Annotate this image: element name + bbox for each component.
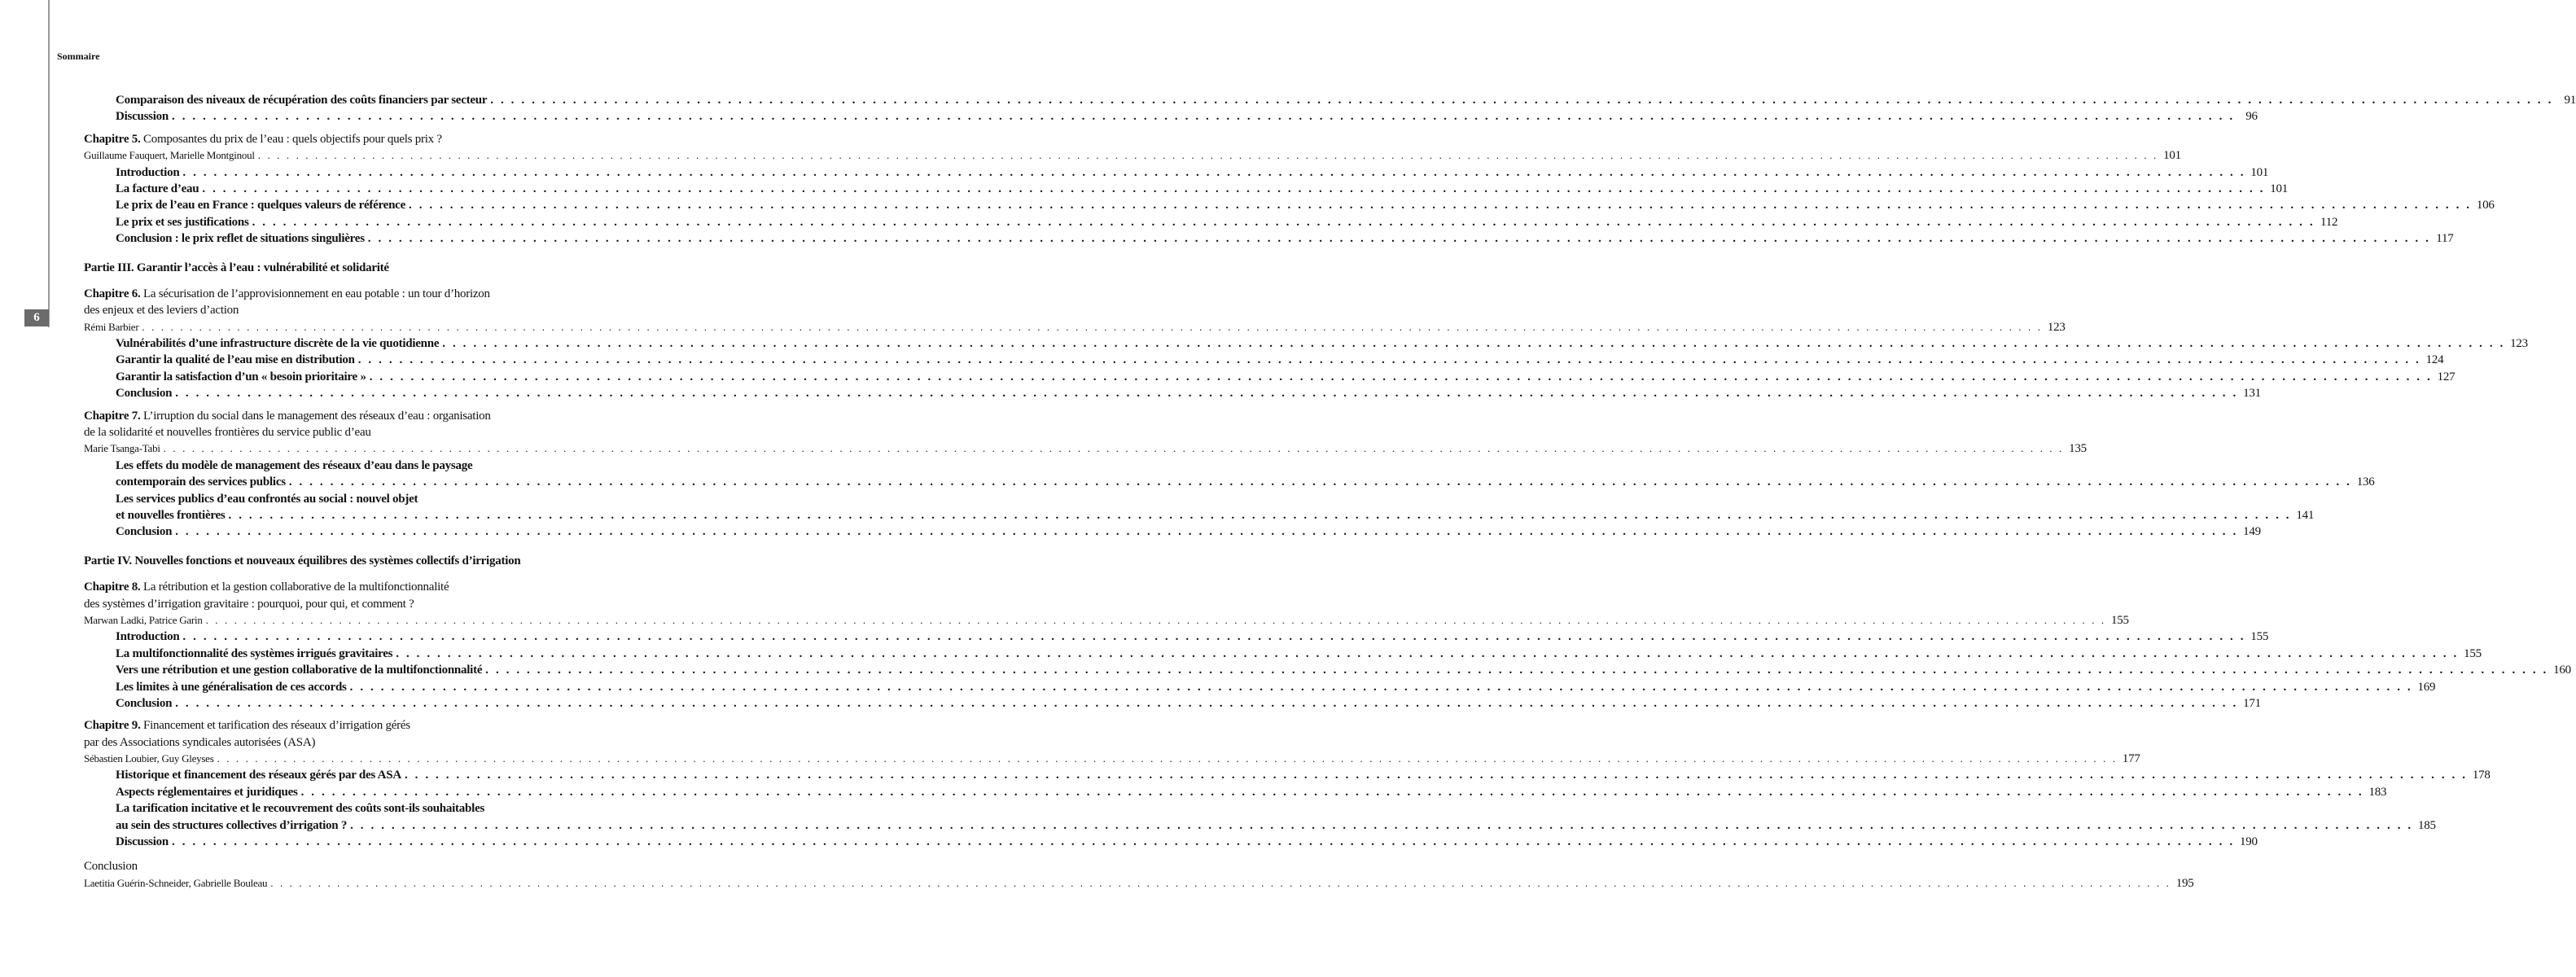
entry-text: Conclusion xyxy=(116,696,173,710)
toc-chapter-title xyxy=(84,408,584,424)
page-number: 195 xyxy=(2175,876,2194,890)
toc-section-entry xyxy=(84,491,584,507)
dot-leader: . . . . . . . . . . . . . . . . . . . . . . . . . . . . . . . . . . . . . . . . . . . . . . . . . . . . . . . . . . . . . . . . . . . . . . . . . . . . . . . . . . . . . . . . . . . . . . . . . . . . . . . . . . . . . . . . . . . . . . . . . . . . . . . . . . . . . . . . . . . . . . . . . . . . . . . . . . . . . . . . . . . . . . . . . . . . . . . . . . . . . . . . . . . . . . . . . . . . . . . . xyxy=(175,387,2238,401)
toc-section-entry[interactable] xyxy=(84,335,2528,352)
toc-section-entry[interactable] xyxy=(84,695,2261,712)
page-number: 123 xyxy=(2510,337,2528,351)
entry-text: Comparaison des niveaux de récupération des coûts financiers par secteur xyxy=(116,94,488,107)
toc-section-entry[interactable] xyxy=(84,181,2289,197)
page-number: 185 xyxy=(2418,818,2436,832)
entry-text: et nouvelles frontières xyxy=(116,508,226,522)
chapter-label: Chapitre 9. xyxy=(84,719,141,733)
page-number: 177 xyxy=(2122,752,2140,766)
entry-text: Discussion xyxy=(116,110,169,124)
entry-text: contemporain des services publics xyxy=(116,475,286,489)
margin-rule xyxy=(48,0,50,327)
entry-text: Garantir la qualité de l’eau mise en distribution xyxy=(116,353,355,367)
entry-text: Le prix et ses justifications xyxy=(116,215,249,229)
page-number: 160 xyxy=(2553,664,2571,677)
entry-text: Aspects réglementaires et juridiques xyxy=(116,785,298,799)
entry-text: au sein des structures collectives d’irrigation ? xyxy=(116,818,348,832)
toc-section-entry[interactable] xyxy=(84,662,2571,678)
entry-text: Partie IV. Nouvelles fonctions et nouveaux équilibres des systèmes collectifs d’irrigation xyxy=(84,554,521,567)
toc-chapter-title xyxy=(84,131,584,147)
page-number: 149 xyxy=(2243,525,2261,539)
dot-leader: . . . . . . . . . . . . . . . . . . . . . . . . . . . . . . . . . . . . . . . . . . . . . . . . . . . . . . . . . . . . . . . . . . . . . . . . . . . . . . . . . . . . . . . . . . . . . . . . . . . . . . . . . . . . . . . . . . . . . . . . . . . . . . . . . . . . . . . . . . . . . . . . . . . . . . . . . . . . . . . . . . . . . . . . . . . . . . . . . . . . . . . . . . . . . . . . . . . . . . . . xyxy=(182,630,2246,644)
toc-section-entry[interactable] xyxy=(84,108,2258,125)
toc-section-entry[interactable] xyxy=(84,646,2482,662)
toc-author-entry[interactable] xyxy=(84,440,2087,457)
page-number: 135 xyxy=(2069,442,2087,456)
entry-text: Discussion xyxy=(116,835,169,849)
toc-section-entry xyxy=(84,458,584,474)
entry-text: Conclusion : le prix reflet de situations singulières xyxy=(116,232,365,246)
entry-text: La sécurisation de l’approvisionnement en eau potable : un tour d’horizon xyxy=(142,287,490,300)
page-number: 106 xyxy=(2476,199,2495,212)
entry-text: des enjeux et des leviers d’action xyxy=(84,304,239,318)
toc-part-title xyxy=(84,553,584,569)
toc-section-entry xyxy=(84,800,584,817)
page-number: 155 xyxy=(2464,646,2482,660)
toc-section-entry[interactable] xyxy=(84,369,2456,385)
toc-chapter-title xyxy=(84,717,584,734)
toc-section-entry[interactable] xyxy=(84,385,2261,401)
dot-leader: . . . . . . . . . . . . . . . . . . . . . . . . . . . . . . . . . . . . . . . . . . . . . . . . . . . . . . . . . . . . . . . . . . . . . . . . . . . . . . . . . . . . . . . . . . . . . . . . . . . . . . . . . . . . . . . . . . . . . . . . . . . . . . . . . . . . . . . . . . . . . . . . . . . . . . . . . . . . . . . . . . . . . . . . . . . . . . . . . . . . . . . . . . . . . . . . . . . . . . . . xyxy=(175,525,2238,539)
dot-leader: . . . . . . . . . . . . . . . . . . . . . . . . . . . . . . . . . . . . . . . . . . . . . . . . . . . . . . . . . . . . . . . . . . . . . . . . . . . . . . . . . . . . . . . . . . . . . . . . . . . . . . . . . . . . . . . . . . . . . . . . . . . . . . . . . . . . . . . . . . . . . . . . . . . . . . . . . . . . . . . . . . . . . . . . . . . . . . . . . . . . . . . . . . . . . . . . . . . . . . . . xyxy=(396,646,2459,660)
dot-leader: . . . . . . . . . . . . . . . . . . . . . . . . . . . . . . . . . . . . . . . . . . . . . . . . . . . . . . . . . . . . . . . . . . . . . . . . . . . . . . . . . . . . . . . . . . . . . . . . . . . . . . . . . . . . . . . . . . . . . . . . . . . . . . . . . . . . . . . . . . . . . . . . . . . . . . . . . . . . . . . . . . . . . . . . . . . . . . . . . . . . . . . . . . . . . . . . . . . . . . . . xyxy=(270,876,2171,889)
toc-chapter-title xyxy=(84,302,584,318)
dot-leader: . . . . . . . . . . . . . . . . . . . . . . . . . . . . . . . . . . . . . . . . . . . . . . . . . . . . . . . . . . . . . . . . . . . . . . . . . . . . . . . . . . . . . . . . . . . . . . . . . . . . . . . . . . . . . . . . . . . . . . . . . . . . . . . . . . . . . . . . . . . . . . . . . . . . . . . . . . . . . . . . . . . . . . . . . . . . . . . . . . . . . . . . . . . . . . . . . . . . . . . . xyxy=(172,110,2235,124)
dot-leader: . . . . . . . . . . . . . . . . . . . . . . . . . . . . . . . . . . . . . . . . . . . . . . . . . . . . . . . . . . . . . . . . . . . . . . . . . . . . . . . . . . . . . . . . . . . . . . . . . . . . . . . . . . . . . . . . . . . . . . . . . . . . . . . . . . . . . . . . . . . . . . . . . . . . . . . . . . . . . . . . . . . . . . . . . . . . . . . . . . . . . . . . . . . . . . . . . . . . . . . . xyxy=(175,696,2238,710)
page-number: 136 xyxy=(2356,475,2375,489)
toc-section-entry[interactable] xyxy=(84,784,2387,800)
chapter-label: Chapitre 7. xyxy=(84,409,141,423)
dot-leader: . . . . . . . . . . . . . . . . . . . . . . . . . . . . . . . . . . . . . . . . . . . . . . . . . . . . . . . . . . . . . . . . . . . . . . . . . . . . . . . . . . . . . . . . . . . . . . . . . . . . . . . . . . . . . . . . . . . . . . . . . . . . . . . . . . . . . . . . . . . . . . . . . . . . . . . . . . . . . . . . . . . . . . . . . . . . . . . . . . . . . . . . . . . . . . . . . . . . . . . . xyxy=(404,769,2468,782)
toc-section-entry[interactable] xyxy=(84,164,2269,181)
entry-text: L’irruption du social dans le management des réseaux d’eau : organisation xyxy=(142,409,491,423)
page-number: 117 xyxy=(2436,232,2454,246)
toc-author-entry[interactable] xyxy=(84,751,2140,767)
page-number: 190 xyxy=(2239,835,2258,849)
dot-leader: . . . . . . . . . . . . . . . . . . . . . . . . . . . . . . . . . . . . . . . . . . . . . . . . . . . . . . . . . . . . . . . . . . . . . . . . . . . . . . . . . . . . . . . . . . . . . . . . . . . . . . . . . . . . . . . . . . . . . . . . . . . . . . . . . . . . . . . . . . . . . . . . . . . . . . . . . . . . . . . . . . . . . . . . . . . . . . . . . . . . . . . . . . . . . . . . . . . . . . . . xyxy=(172,835,2235,849)
dot-leader: . . . . . . . . . . . . . . . . . . . . . . . . . . . . . . . . . . . . . . . . . . . . . . . . . . . . . . . . . . . . . . . . . . . . . . . . . . . . . . . . . . . . . . . . . . . . . . . . . . . . . . . . . . . . . . . . . . . . . . . . . . . . . . . . . . . . . . . . . . . . . . . . . . . . . . . . . . . . . . . . . . . . . . . . . . . . . . . . . . . . . . . . . . . . . . . . . . . . . . . . xyxy=(409,199,2472,212)
toc-author-entry[interactable] xyxy=(84,319,2066,335)
dot-leader: . . . . . . . . . . . . . . . . . . . . . . . . . . . . . . . . . . . . . . . . . . . . . . . . . . . . . . . . . . . . . . . . . . . . . . . . . . . . . . . . . . . . . . . . . . . . . . . . . . . . . . . . . . . . . . . . . . . . . . . . . . . . . . . . . . . . . . . . . . . . . . . . . . . . . . . . . . . . . . . . . . . . . . . . . . . . . . . . . . . . . . . . . . . . . . . . . . . . . . . . xyxy=(288,475,2352,489)
page-number: 124 xyxy=(2425,353,2444,367)
entry-text: Les effets du modèle de management des réseaux d’eau dans le paysage xyxy=(116,458,473,472)
entry-text: Marie Tsanga-Tabi xyxy=(84,442,160,455)
entry-text: Financement et tarification des réseaux d’irrigation gérés xyxy=(142,719,410,733)
page-number: 101 xyxy=(2250,165,2269,179)
toc-section-entry[interactable] xyxy=(84,767,2491,783)
page-number: 178 xyxy=(2472,769,2491,782)
toc-section-entry[interactable] xyxy=(84,817,2436,834)
page-number: 112 xyxy=(2320,215,2338,229)
dot-leader: . . . . . . . . . . . . . . . . . . . . . . . . . . . . . . . . . . . . . . . . . . . . . . . . . . . . . . . . . . . . . . . . . . . . . . . . . . . . . . . . . . . . . . . . . . . . . . . . . . . . . . . . . . . . . . . . . . . . . . . . . . . . . . . . . . . . . . . . . . . . . . . . . . . . . . . . . . . . . . . . . . . . . . . . . . . . . . . . . . . . . . . . . . . . . . . . . . . . . . . . xyxy=(182,165,2246,179)
page-number: 141 xyxy=(2296,508,2315,522)
entry-text: Conclusion xyxy=(116,387,173,401)
entry-text: La multifonctionnalité des systèmes irrigués gravitaires xyxy=(116,646,393,660)
page-number-tab: 6 xyxy=(24,309,49,326)
dot-leader: . . . . . . . . . . . . . . . . . . . . . . . . . . . . . . . . . . . . . . . . . . . . . . . . . . . . . . . . . . . . . . . . . . . . . . . . . . . . . . . . . . . . . . . . . . . . . . . . . . . . . . . . . . . . . . . . . . . . . . . . . . . . . . . . . . . . . . . . . . . . . . . . . . . . . . . . . . . . . . . . . . . . . . . . . . . . . . . . . . . . . . . . . . . . . . . . . . . . . . . . xyxy=(142,320,2043,333)
toc-section-entry[interactable] xyxy=(84,214,2338,230)
toc-chapter-title xyxy=(84,579,584,595)
entry-text: Les limites à une généralisation de ces accords xyxy=(116,680,347,694)
toc-section-entry[interactable] xyxy=(84,834,2258,850)
page-number: 183 xyxy=(2368,785,2387,799)
chapter-label: Chapitre 5. xyxy=(84,132,141,146)
entry-text: Vers une rétribution et une gestion collaborative de la multifonctionnalité xyxy=(116,664,483,677)
toc-section-entry[interactable] xyxy=(84,679,2436,695)
page-number: 155 xyxy=(2250,630,2269,644)
page-number: 101 xyxy=(2163,149,2181,163)
dot-leader: . . . . . . . . . . . . . . . . . . . . . . . . . . . . . . . . . . . . . . . . . . . . . . . . . . . . . . . . . . . . . . . . . . . . . . . . . . . . . . . . . . . . . . . . . . . . . . . . . . . . . . . . . . . . . . . . . . . . . . . . . . . . . . . . . . . . . . . . . . . . . . . . . . . . . . . . . . . . . . . . . . . . . . . . . . . . . . . . . . . . . . . . . . . . . . . . . . . . . . . . xyxy=(357,353,2421,367)
entry-text: Sébastien Loubier, Guy Gleyses xyxy=(84,752,214,765)
page-number: 127 xyxy=(2437,370,2456,383)
entry-text: Historique et financement des réseaux gérés par des ASA xyxy=(116,769,401,782)
page-number: 131 xyxy=(2243,387,2261,401)
entry-text: Le prix de l’eau en France : quelques valeurs de référence xyxy=(116,199,405,212)
entry-text: La facture d’eau xyxy=(116,182,199,195)
entry-text: Rémi Barbier xyxy=(84,320,139,333)
dot-leader: . . . . . . . . . . . . . . . . . . . . . . . . . . . . . . . . . . . . . . . . . . . . . . . . . . . . . . . . . . . . . . . . . . . . . . . . . . . . . . . . . . . . . . . . . . . . . . . . . . . . . . . . . . . . . . . . . . . . . . . . . . . . . . . . . . . . . . . . . . . . . . . . . . . . . . . . . . . . . . . . . . . . . . . . . . . . . . . . . . . . . . . . . . . . . . . . . . . . . . . . xyxy=(228,508,2292,522)
entry-text: Partie III. Garantir l’accès à l’eau : vulnérabilité et solidarité xyxy=(84,261,389,274)
dot-leader: . . . . . . . . . . . . . . . . . . . . . . . . . . . . . . . . . . . . . . . . . . . . . . . . . . . . . . . . . . . . . . . . . . . . . . . . . . . . . . . . . . . . . . . . . . . . . . . . . . . . . . . . . . . . . . . . . . . . . . . . . . . . . . . . . . . . . . . . . . . . . . . . . . . . . . . . . . . . . . . . . . . . . . . . . . . . . . . . . . . . . . . . . . . . . . . . . . . . . . . . xyxy=(202,182,2266,195)
page-number: 169 xyxy=(2417,680,2436,694)
running-head: Sommaire xyxy=(57,50,100,62)
dot-leader: . . . . . . . . . . . . . . . . . . . . . . . . . . . . . . . . . . . . . . . . . . . . . . . . . . . . . . . . . . . . . . . . . . . . . . . . . . . . . . . . . . . . . . . . . . . . . . . . . . . . . . . . . . . . . . . . . . . . . . . . . . . . . . . . . . . . . . . . . . . . . . . . . . . . . . . . . . . . . . . . . . . . . . . . . . . . . . . . . . . . . . . . . . . . . . . . . . . . . . . . xyxy=(485,664,2548,677)
entry-text: Conclusion xyxy=(84,860,138,874)
entry-text: Laetitia Guérin-Schneider, Gabrielle Bouleau xyxy=(84,876,268,889)
entry-text: de la solidarité et nouvelles frontières du service public d’eau xyxy=(84,426,371,440)
toc-conclusion-title xyxy=(84,858,584,874)
dot-leader: . . . . . . . . . . . . . . . . . . . . . . . . . . . . . . . . . . . . . . . . . . . . . . . . . . . . . . . . . . . . . . . . . . . . . . . . . . . . . . . . . . . . . . . . . . . . . . . . . . . . . . . . . . . . . . . . . . . . . . . . . . . . . . . . . . . . . . . . . . . . . . . . . . . . . . . . . . . . . . . . . . . . . . . . . . . . . . . . . . . . . . . . . . . . . . . . . . . . . . . . xyxy=(490,94,2553,107)
toc-part-title xyxy=(84,260,584,276)
toc-author-entry[interactable] xyxy=(84,147,2181,164)
toc-section-entry[interactable] xyxy=(84,524,2261,540)
entry-text: Composantes du prix de l’eau : quels objectifs pour quels prix ? xyxy=(142,132,442,146)
chapter-label: Chapitre 8. xyxy=(84,581,141,594)
dot-leader: . . . . . . . . . . . . . . . . . . . . . . . . . . . . . . . . . . . . . . . . . . . . . . . . . . . . . . . . . . . . . . . . . . . . . . . . . . . . . . . . . . . . . . . . . . . . . . . . . . . . . . . . . . . . . . . . . . . . . . . . . . . . . . . . . . . . . . . . . . . . . . . . . . . . . . . . . . . . . . . . . . . . . . . . . . . . . . . . . . . . . . . . . . . . . . . . . . . . . . . . xyxy=(252,215,2315,229)
dot-leader: . . . . . . . . . . . . . . . . . . . . . . . . . . . . . . . . . . . . . . . . . . . . . . . . . . . . . . . . . . . . . . . . . . . . . . . . . . . . . . . . . . . . . . . . . . . . . . . . . . . . . . . . . . . . . . . . . . . . . . . . . . . . . . . . . . . . . . . . . . . . . . . . . . . . . . . . . . . . . . . . . . . . . . . . . . . . . . . . . . . . . . . . . . . . . . . . . . . . . . . . xyxy=(257,149,2158,162)
page-number: 96 xyxy=(2245,110,2258,124)
toc-section-entry[interactable] xyxy=(84,507,2315,524)
dot-leader: . . . . . . . . . . . . . . . . . . . . . . . . . . . . . . . . . . . . . . . . . . . . . . . . . . . . . . . . . . . . . . . . . . . . . . . . . . . . . . . . . . . . . . . . . . . . . . . . . . . . . . . . . . . . . . . . . . . . . . . . . . . . . . . . . . . . . . . . . . . . . . . . . . . . . . . . . . . . . . . . . . . . . . . . . . . . . . . . . . . . . . . . . . . . . . . . . . . . . . . . xyxy=(217,752,2118,765)
toc-chapter-title xyxy=(84,286,584,302)
table-of-contents xyxy=(84,92,2576,892)
page-number: 171 xyxy=(2243,696,2261,710)
page-number: 155 xyxy=(2111,613,2129,627)
dot-leader: . . . . . . . . . . . . . . . . . . . . . . . . . . . . . . . . . . . . . . . . . . . . . . . . . . . . . . . . . . . . . . . . . . . . . . . . . . . . . . . . . . . . . . . . . . . . . . . . . . . . . . . . . . . . . . . . . . . . . . . . . . . . . . . . . . . . . . . . . . . . . . . . . . . . . . . . . . . . . . . . . . . . . . . . . . . . . . . . . . . . . . . . . . . . . . . . . . . . . . . . xyxy=(163,442,2064,455)
entry-text: Les services publics d’eau confrontés au social : nouvel objet xyxy=(116,492,418,506)
entry-text: Vulnérabilités d’une infrastructure discrète de la vie quotidienne xyxy=(116,337,440,351)
entry-text: des systèmes d’irrigation gravitaire : pourquoi, pour qui, et comment ? xyxy=(84,597,414,611)
dot-leader: . . . . . . . . . . . . . . . . . . . . . . . . . . . . . . . . . . . . . . . . . . . . . . . . . . . . . . . . . . . . . . . . . . . . . . . . . . . . . . . . . . . . . . . . . . . . . . . . . . . . . . . . . . . . . . . . . . . . . . . . . . . . . . . . . . . . . . . . . . . . . . . . . . . . . . . . . . . . . . . . . . . . . . . . . . . . . . . . . . . . . . . . . . . . . . . . . . . . . . . . xyxy=(300,785,2364,799)
entry-text: La rétribution et la gestion collaborative de la multifonctionnalité xyxy=(142,581,449,594)
dot-leader: . . . . . . . . . . . . . . . . . . . . . . . . . . . . . . . . . . . . . . . . . . . . . . . . . . . . . . . . . . . . . . . . . . . . . . . . . . . . . . . . . . . . . . . . . . . . . . . . . . . . . . . . . . . . . . . . . . . . . . . . . . . . . . . . . . . . . . . . . . . . . . . . . . . . . . . . . . . . . . . . . . . . . . . . . . . . . . . . . . . . . . . . . . . . . . . . . . . . . . . . xyxy=(442,337,2505,351)
page-number: 123 xyxy=(2047,320,2066,334)
chapter-label: Chapitre 6. xyxy=(84,287,141,300)
entry-text: par des Associations syndicales autorisées (ASA) xyxy=(84,735,316,749)
entry-text: Marwan Ladki, Patrice Garin xyxy=(84,613,203,626)
toc-chapter-title xyxy=(84,596,584,612)
page-number: 91 xyxy=(2564,94,2576,107)
toc-section-entry[interactable] xyxy=(84,629,2269,645)
toc-chapter-title xyxy=(84,734,584,751)
toc-section-entry[interactable] xyxy=(84,230,2454,247)
toc-author-entry[interactable] xyxy=(84,875,2194,892)
entry-text: Introduction xyxy=(116,165,180,179)
dot-leader: . . . . . . . . . . . . . . . . . . . . . . . . . . . . . . . . . . . . . . . . . . . . . . . . . . . . . . . . . . . . . . . . . . . . . . . . . . . . . . . . . . . . . . . . . . . . . . . . . . . . . . . . . . . . . . . . . . . . . . . . . . . . . . . . . . . . . . . . . . . . . . . . . . . . . . . . . . . . . . . . . . . . . . . . . . . . . . . . . . . . . . . . . . . . . . . . . . . . . . . . xyxy=(369,370,2433,383)
dot-leader: . . . . . . . . . . . . . . . . . . . . . . . . . . . . . . . . . . . . . . . . . . . . . . . . . . . . . . . . . . . . . . . . . . . . . . . . . . . . . . . . . . . . . . . . . . . . . . . . . . . . . . . . . . . . . . . . . . . . . . . . . . . . . . . . . . . . . . . . . . . . . . . . . . . . . . . . . . . . . . . . . . . . . . . . . . . . . . . . . . . . . . . . . . . . . . . . . . . . . . . . xyxy=(349,680,2413,694)
toc-section-entry[interactable] xyxy=(84,474,2375,490)
dot-leader: . . . . . . . . . . . . . . . . . . . . . . . . . . . . . . . . . . . . . . . . . . . . . . . . . . . . . . . . . . . . . . . . . . . . . . . . . . . . . . . . . . . . . . . . . . . . . . . . . . . . . . . . . . . . . . . . . . . . . . . . . . . . . . . . . . . . . . . . . . . . . . . . . . . . . . . . . . . . . . . . . . . . . . . . . . . . . . . . . . . . . . . . . . . . . . . . . . . . . . . . xyxy=(367,232,2431,246)
toc-chapter-title xyxy=(84,424,584,440)
entry-text: Guillaume Fauquert, Marielle Montginoul xyxy=(84,149,255,162)
toc-section-entry[interactable] xyxy=(84,197,2495,213)
toc-author-entry[interactable] xyxy=(84,612,2129,629)
toc-section-entry[interactable] xyxy=(84,92,2576,108)
entry-text: Garantir la satisfaction d’un « besoin prioritaire » xyxy=(116,370,366,383)
entry-text: Conclusion xyxy=(116,525,173,539)
dot-leader: . . . . . . . . . . . . . . . . . . . . . . . . . . . . . . . . . . . . . . . . . . . . . . . . . . . . . . . . . . . . . . . . . . . . . . . . . . . . . . . . . . . . . . . . . . . . . . . . . . . . . . . . . . . . . . . . . . . . . . . . . . . . . . . . . . . . . . . . . . . . . . . . . . . . . . . . . . . . . . . . . . . . . . . . . . . . . . . . . . . . . . . . . . . . . . . . . . . . . . . . xyxy=(205,613,2106,626)
dot-leader: . . . . . . . . . . . . . . . . . . . . . . . . . . . . . . . . . . . . . . . . . . . . . . . . . . . . . . . . . . . . . . . . . . . . . . . . . . . . . . . . . . . . . . . . . . . . . . . . . . . . . . . . . . . . . . . . . . . . . . . . . . . . . . . . . . . . . . . . . . . . . . . . . . . . . . . . . . . . . . . . . . . . . . . . . . . . . . . . . . . . . . . . . . . . . . . . . . . . . . . . xyxy=(350,818,2413,832)
entry-text: Introduction xyxy=(116,630,180,644)
entry-text: La tarification incitative et le recouvrement des coûts sont-ils souhaitables xyxy=(116,802,485,816)
page-number: 101 xyxy=(2270,182,2289,195)
toc-section-entry[interactable] xyxy=(84,352,2444,368)
